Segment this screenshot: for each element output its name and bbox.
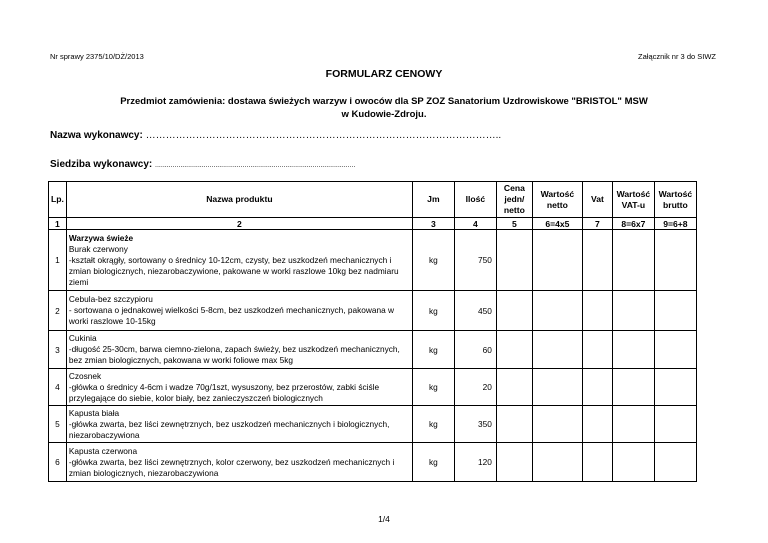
num-cell: 5: [496, 218, 532, 230]
category-label: Warzywa świeże: [68, 232, 134, 243]
row-jm: kg: [412, 443, 454, 482]
row-qty: 120: [454, 443, 496, 482]
product-name: Czosnek: [68, 370, 102, 381]
contractor-seat-dots: .......................................................................................................: [155, 162, 356, 169]
row-unit-price-cell[interactable]: [496, 291, 532, 331]
contractor-seat-label: Siedziba wykonawcy:: [50, 159, 153, 170]
row-product: [66, 443, 412, 482]
row-vat-value-cell[interactable]: [612, 443, 654, 482]
row-jm: kg: [412, 291, 454, 331]
row-vat-cell[interactable]: [582, 230, 612, 291]
product-description: -główka zwarta, bez liści zewnętrznych, bez uszkodzeń mechanicznych i biologicznych, niezarobaczywiona: [68, 418, 390, 440]
row-qty: 350: [454, 406, 496, 443]
subject-line-2: w Kudowie-Zdroju.: [341, 109, 427, 120]
num-cell: 4: [454, 218, 496, 230]
row-vat-value-cell[interactable]: [612, 331, 654, 369]
subject-line-1: Przedmiot zamówienia: dostawa świeżych warzyw i owoców dla SP ZOZ Sanatorium Uzdrowiskowe "BRISTOL" MSW: [120, 96, 648, 107]
num-cell: 6=4x5: [532, 218, 582, 230]
row-jm: kg: [412, 230, 454, 291]
row-lp: 2: [49, 291, 67, 331]
table-row: [49, 406, 697, 443]
col-jm: Jm: [412, 182, 454, 218]
row-qty: 750: [454, 230, 496, 291]
row-product: [66, 230, 412, 291]
col-qty: Ilość: [454, 182, 496, 218]
row-net-value-cell[interactable]: [532, 230, 582, 291]
row-qty: 60: [454, 331, 496, 369]
num-cell: 7: [582, 218, 612, 230]
col-gross-value: Wartość brutto: [654, 182, 696, 218]
row-product: [66, 331, 412, 369]
row-vat-cell[interactable]: [582, 331, 612, 369]
num-cell: 9=6+8: [654, 218, 696, 230]
row-net-value-cell[interactable]: [532, 443, 582, 482]
contractor-name-label: Nazwa wykonawcy:: [50, 130, 143, 141]
numbering-row: [49, 218, 697, 230]
product-name: Burak czerwony: [68, 243, 128, 254]
row-product: [66, 291, 412, 331]
product-name: Kapusta biała: [68, 407, 120, 418]
page-title: FORMULARZ CENOWY: [325, 68, 443, 80]
table-row: [49, 230, 697, 291]
product-description: -główka zwarta, bez liści zewnętrznych, kolor czerwony, bez uszkodzeń mechanicznych i zmian biologicznych, niezarobaczywiona: [68, 456, 395, 478]
row-vat-cell[interactable]: [582, 406, 612, 443]
row-gross-value-cell[interactable]: [654, 230, 696, 291]
row-vat-value-cell[interactable]: [612, 369, 654, 406]
product-description: - sortowana o jednakowej wielkości 5-8cm, bez uszkodzeń mechanicznych, pakowana w worki raszlowe 10-15kg: [68, 305, 395, 326]
product-name: Cukinia: [68, 333, 97, 343]
num-cell: 2: [66, 218, 412, 230]
row-vat-cell[interactable]: [582, 443, 612, 482]
attachment-label: Załącznik nr 3 do SIWZ: [638, 52, 716, 61]
row-unit-price-cell[interactable]: [496, 369, 532, 406]
row-vat-cell[interactable]: [582, 369, 612, 406]
table-row: [49, 443, 697, 482]
price-table: [48, 181, 697, 482]
row-vat-value-cell[interactable]: [612, 230, 654, 291]
row-unit-price-cell[interactable]: [496, 406, 532, 443]
row-unit-price-cell[interactable]: [496, 443, 532, 482]
row-product: [66, 369, 412, 406]
row-gross-value-cell[interactable]: [654, 331, 696, 369]
row-qty: 20: [454, 369, 496, 406]
row-unit-price-cell[interactable]: [496, 230, 532, 291]
row-product: [66, 406, 412, 443]
row-vat-value-cell[interactable]: [612, 406, 654, 443]
col-vat: Vat: [582, 182, 612, 218]
row-lp: 6: [49, 443, 67, 482]
contractor-name-field[interactable]: [50, 130, 501, 141]
row-net-value-cell[interactable]: [532, 406, 582, 443]
num-cell: 1: [49, 218, 67, 230]
product-description: -długość 25-30cm, barwa ciemno-zielona, zapach świeży, bez uszkodzeń mechanicznych, bez zmian biologicznych, pakowana w worki foliowe max 5kg: [68, 344, 400, 365]
row-vat-cell[interactable]: [582, 291, 612, 331]
row-lp: 5: [49, 406, 67, 443]
row-gross-value-cell[interactable]: [654, 369, 696, 406]
row-jm: kg: [412, 406, 454, 443]
product-description: -główka o średnicy 4-6cm i wadze 70g/1szt, wysuszony, bez przerostów, zabki ściśle przylegające do siebie, kolor biały, bez zanieczyszczeń biologicznych: [68, 381, 380, 403]
col-lp: Lp.: [49, 182, 67, 218]
product-description: -kształt okrągły, sortowany o średnicy 10-12cm, czysty, bez uszkodzeń mechanicznych i zmian biologicznych, niezarobaczywione, pakowane w worki raszlowe 10kg bez nadmiaru ziemi: [68, 254, 399, 287]
row-gross-value-cell[interactable]: [654, 443, 696, 482]
contractor-seat-field[interactable]: [50, 159, 355, 170]
col-net-value: Wartość netto: [532, 182, 582, 218]
table-row: [49, 291, 697, 331]
row-vat-value-cell[interactable]: [612, 291, 654, 331]
product-name: Cebula-bez szczypioru: [68, 294, 153, 304]
row-jm: kg: [412, 369, 454, 406]
row-lp: 1: [49, 230, 67, 291]
header-row: [49, 182, 697, 218]
col-vat-value: Wartość VAT-u: [612, 182, 654, 218]
case-number: Nr sprawy 2375/10/DŻ/2013: [50, 52, 144, 61]
page-number: 1/4: [378, 514, 390, 524]
row-gross-value-cell[interactable]: [654, 291, 696, 331]
row-net-value-cell[interactable]: [532, 331, 582, 369]
col-unit-price: Cena jedn/ netto: [496, 182, 532, 218]
table-row: [49, 369, 697, 406]
row-gross-value-cell[interactable]: [654, 406, 696, 443]
row-qty: 450: [454, 291, 496, 331]
col-product: Nazwa produktu: [66, 182, 412, 218]
row-lp: 4: [49, 369, 67, 406]
row-jm: kg: [412, 331, 454, 369]
row-net-value-cell[interactable]: [532, 291, 582, 331]
table-row: [49, 331, 697, 369]
row-net-value-cell[interactable]: [532, 369, 582, 406]
product-name: Kapusta czerwona: [68, 445, 138, 456]
row-lp: 3: [49, 331, 67, 369]
contractor-name-dots: ……………………………………………………………………………………………..: [145, 130, 502, 141]
num-cell: 8=6x7: [612, 218, 654, 230]
row-unit-price-cell[interactable]: [496, 331, 532, 369]
num-cell: 3: [412, 218, 454, 230]
